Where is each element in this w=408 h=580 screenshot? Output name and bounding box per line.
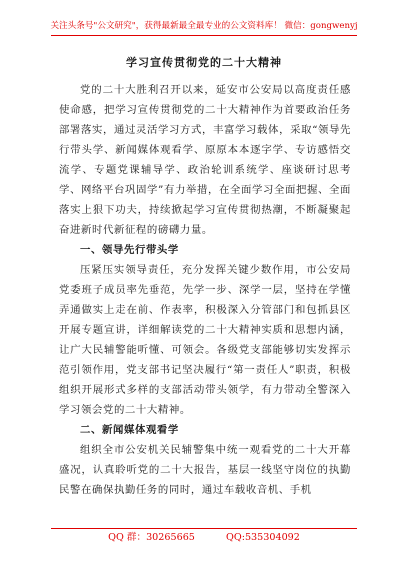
section-heading-1: 一、领导先行带头学 (80, 244, 179, 256)
header-notice: 关注头条号"公文研究"，获得最新最全最专业的公文资料库！ 微信：gongwenyj (50, 21, 358, 31)
section-paragraph-1: 压紧压实领导责任，充分发挥关键少数作用，市公安局党委班子成员率先垂范，先学一步、深学一层，坚持在学懂弄通做实上走在前、作表率，积极深入分管部门和包抓县区开展专题宣讲，详细解读党的二十大精神实质和思想内涵，让广大民辅警能听懂、可领会。各级党支部能够切实发挥示范引领作用，党支部书记坚决履行“第一责任人”职责，积极组织开展形式多样的支部活动带头领学，有力带动全警深入学习领会党的二十大精神。 (59, 264, 351, 416)
document-body (59, 80, 351, 500)
section-paragraph-2: 组织全市公安机关民辅警集中统一观看党的二十大开幕盛况，认真聆听党的二十大报告，基层一线坚守岗位的执勤民警在确保执勤任务的同时，通过车载收音机、手机 (59, 444, 351, 496)
footer-qq-group: QQ 群：30265665 (108, 532, 195, 543)
footer-divider (51, 528, 357, 529)
header-divider (51, 35, 357, 36)
page-title: 学习宣传贯彻党的二十大精神 (126, 56, 282, 69)
intro-paragraph: 党的二十大胜利召开以来，延安市公安局以高度责任感使命感，把学习宣传贯彻党的二十大精神作为首要政治任务部署落实，通过灵活学习方式，丰富学习载体，采取“领导先行带头学、新闻媒体观看学、原原本本逐字学、专访感悟交流学、专题党课辅导学、政治轮训系统学、座谈研讨思考学、网络平台巩固学”有力举措，在全面学习全面把握、全面落实上狠下功夫，持续掀起学习宣传贯彻热潮，不断凝聚起奋进新时代新征程的磅礴力量。 (59, 84, 351, 236)
footer-contacts (0, 532, 408, 544)
section-heading-2: 二、新闻媒体观看学 (80, 424, 179, 436)
footer-qq-contact: QQ:535304092 (225, 532, 300, 543)
